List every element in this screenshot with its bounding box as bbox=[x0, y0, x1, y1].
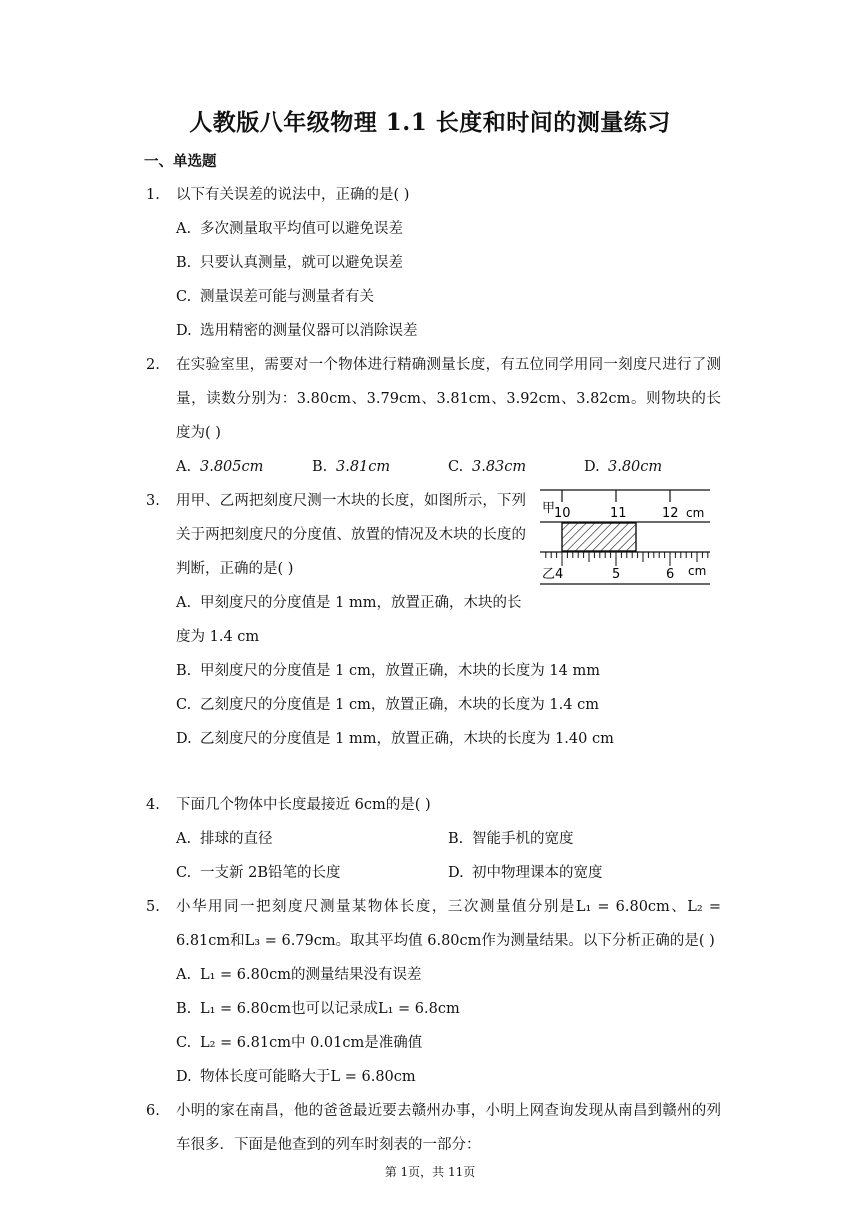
question-number: 5. bbox=[146, 899, 160, 915]
page-footer: 第 1页，共 11页 bbox=[384, 1165, 476, 1179]
ruler-top-name: 甲 bbox=[542, 501, 556, 516]
ruler-top-unit: cm bbox=[686, 506, 705, 520]
question-text: 小明的家在南昌，他的爸爸最近要去赣州办事，小明上网查询发现从南昌到赣州的列车很多．下面是他查到的列车时刻表的一部分： bbox=[176, 1103, 721, 1153]
option-c: C. 乙刻度尺的分度值是 1 cm，放置正确，木块的长度为 1.4 cm bbox=[176, 697, 599, 713]
ruler-bottom-label: 4 bbox=[555, 567, 564, 582]
option-b: B. 只要认真测量，就可以避免误差 bbox=[176, 255, 403, 271]
ruler-bottom-label: 5 bbox=[612, 567, 621, 582]
option-a: A. L₁ = 6.80cm的测量结果没有误差 bbox=[176, 967, 422, 983]
ruler-bottom-unit: cm bbox=[688, 564, 707, 578]
option-b: B. 3.81cm bbox=[312, 459, 391, 475]
option-d: D. 选用精密的测量仪器可以消除误差 bbox=[176, 323, 418, 339]
option-d: D. 乙刻度尺的分度值是 1 mm，放置正确，木块的长度为 1.40 cm bbox=[176, 731, 614, 747]
option-a: A. 甲刻度尺的分度值是 1 mm，放置正确，木块的长度为 1.4 cm bbox=[176, 595, 522, 645]
option-d: D. 初中物理课本的宽度 bbox=[448, 865, 603, 881]
question-number: 6. bbox=[146, 1103, 160, 1119]
option-b: B. 甲刻度尺的分度值是 1 cm，放置正确，木块的长度为 14 mm bbox=[176, 663, 600, 679]
question-text: 在实验室里，需要对一个物体进行精确测量长度，有五位同学用同一刻度尺进行了测量，读数分别为：3.80cm、3.79cm、3.81cm、3.92cm、3.82cm。则物块的长度为( ) bbox=[176, 357, 721, 441]
option-a: A. 3.805cm bbox=[176, 459, 264, 475]
ruler-top-label: 10 bbox=[554, 506, 571, 521]
ruler-figure bbox=[538, 486, 713, 590]
option-b: B. L₁ = 6.80cm也可以记录成L₁ = 6.8cm bbox=[176, 1001, 460, 1017]
option-c: C. 一支新 2B铅笔的长度 bbox=[176, 865, 341, 881]
ruler-bottom-name: 乙 bbox=[542, 567, 556, 582]
ruler-top-label: 12 bbox=[662, 506, 679, 521]
question-text: 小华用同一把刻度尺测量某物体长度，三次测量值分别是L₁ = 6.80cm、L₂ = 6.81cm和L₃ = 6.79cm。取其平均值 6.80cm作为测量结果。以下分析正确的是( ) bbox=[176, 899, 721, 949]
ruler-bottom-ticks bbox=[546, 552, 708, 566]
page-title: 人教版八年级物理 1.1 长度和时间的测量练习 bbox=[189, 109, 671, 136]
option-c: C. 测量误差可能与测量者有关 bbox=[176, 289, 374, 305]
wooden-block bbox=[562, 523, 636, 551]
question-text: 下面几个物体中长度最接近 6cm的是( ) bbox=[176, 797, 431, 813]
ruler-bottom-label: 6 bbox=[666, 567, 675, 582]
option-d: D. 物体长度可能略大于L = 6.80cm bbox=[176, 1069, 416, 1085]
question-text: 用甲、乙两把刻度尺测一木块的长度，如图所示，下列关于两把刻度尺的分度值、放置的情况及木块的长度的判断，正确的是( ) bbox=[176, 493, 526, 577]
option-c: C. L₂ = 6.81cm中 0.01cm是准确值 bbox=[176, 1035, 423, 1051]
question-number: 3. bbox=[146, 493, 160, 509]
option-a: A. 排球的直径 bbox=[176, 831, 273, 847]
question-number: 1. bbox=[146, 187, 160, 203]
section-heading: 一、单选题 bbox=[144, 153, 217, 170]
option-d: D. 3.80cm bbox=[584, 459, 663, 475]
ruler-diagram bbox=[538, 486, 713, 586]
question-number: 2. bbox=[146, 357, 160, 373]
option-a: A. 多次测量取平均值可以避免误差 bbox=[176, 221, 403, 237]
question-text: 以下有关误差的说法中，正确的是( ) bbox=[176, 187, 410, 203]
question-number: 4. bbox=[146, 797, 160, 813]
option-c: C. 3.83cm bbox=[448, 459, 527, 475]
option-b: B. 智能手机的宽度 bbox=[448, 831, 574, 847]
ruler-top-label: 11 bbox=[610, 506, 627, 521]
